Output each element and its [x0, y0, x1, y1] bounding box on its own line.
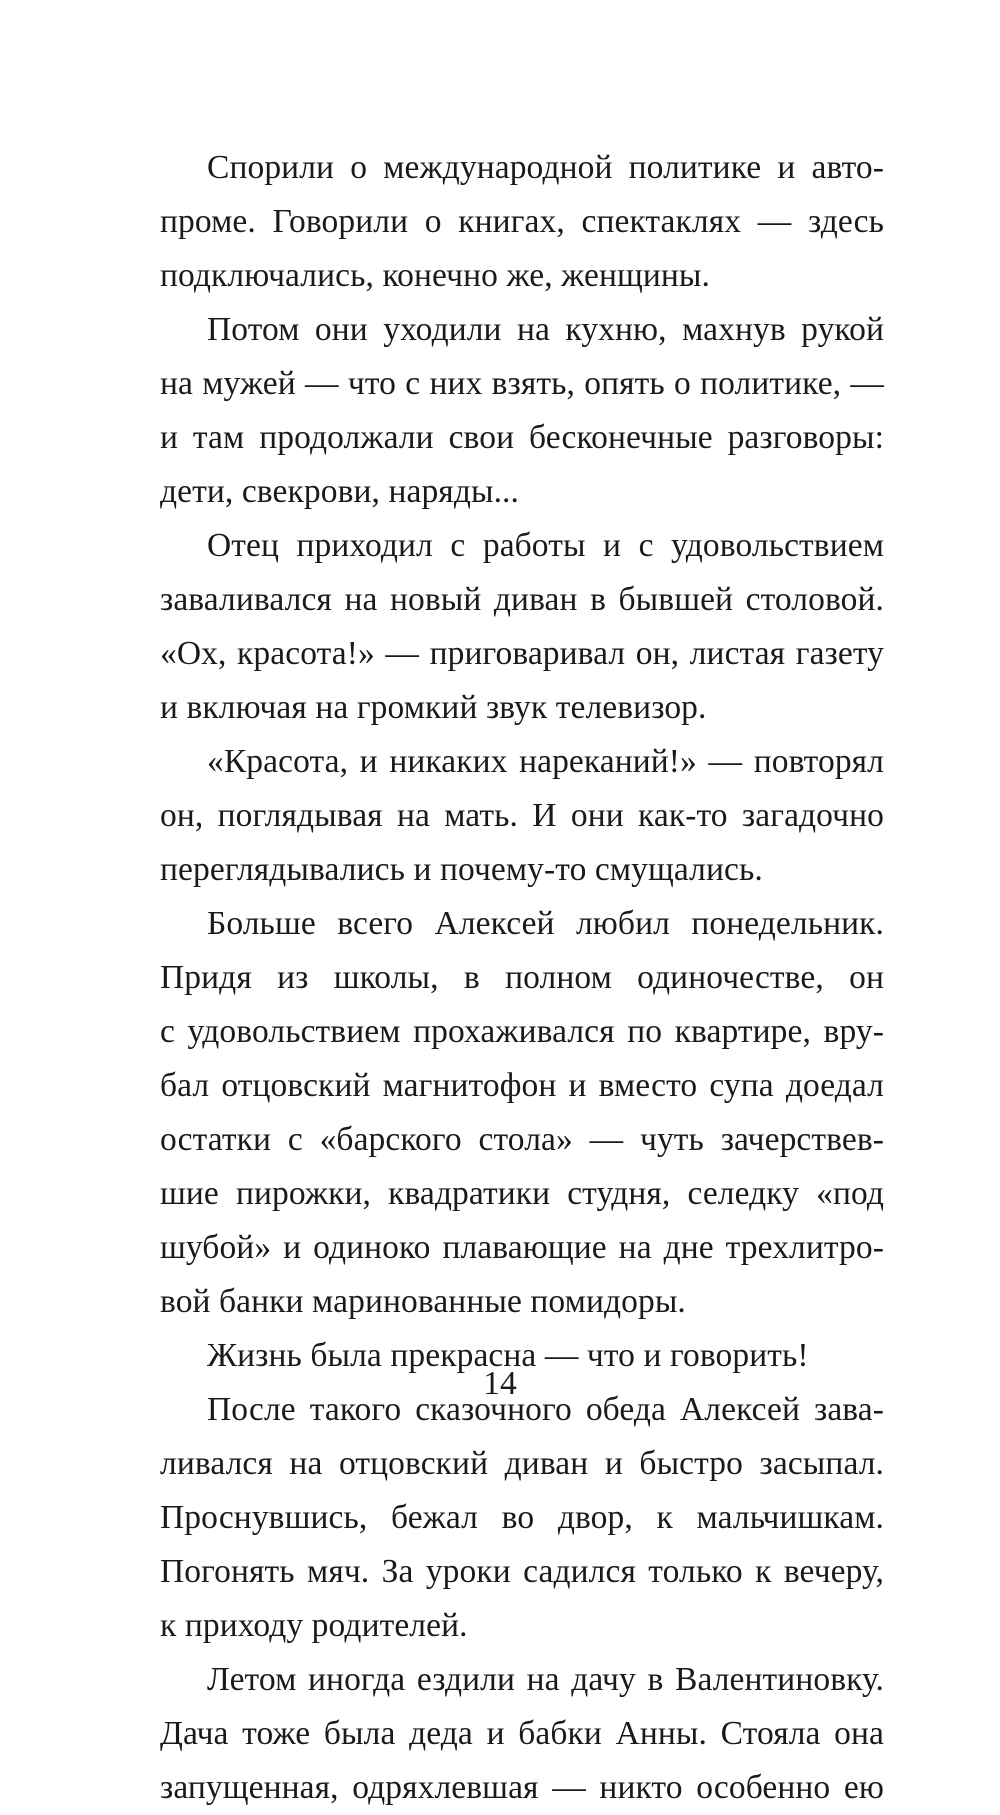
- text-line: Дача тоже была деда и бабки Анны. Стояла она: [160, 1715, 884, 1752]
- text-line: к приходу родителей.: [160, 1607, 468, 1644]
- text-line: Жизнь была прекрасна — что и говорить!: [207, 1337, 809, 1374]
- text-line: на мужей — что с них взять, опять о политике, —: [160, 365, 884, 402]
- text-line: подключались, конечно же, женщины.: [160, 257, 710, 294]
- text-line: Отец приходил с работы и с удовольствием: [207, 527, 884, 564]
- text-line: и там продолжали свои бесконечные разговоры:: [160, 419, 884, 456]
- text-line: остатки с «барского стола» — чуть зачерствев-: [160, 1121, 884, 1158]
- text-line: и включая на громкий звук телевизор.: [160, 689, 707, 726]
- text-line: ливался на отцовский диван и быстро засыпал.: [160, 1445, 884, 1482]
- text-line: переглядывались и почему-то смущались.: [160, 851, 763, 888]
- text-line: Потом они уходили на кухню, махнув рукой: [207, 311, 884, 348]
- text-line: с удовольствием прохаживался по квартире, вру-: [160, 1013, 884, 1050]
- text-line: заваливался на новый диван в бывшей столовой.: [160, 581, 884, 618]
- text-line: После такого сказочного обеда Алексей зава-: [207, 1391, 884, 1428]
- text-line: проме. Говорили о книгах, спектаклях — здесь: [160, 203, 884, 240]
- text-line: Придя из школы, в полном одиночестве, он: [160, 959, 884, 996]
- text-line: запущенная, одряхлевшая — никто особенно ею: [160, 1769, 884, 1806]
- page-number: 14: [483, 1365, 517, 1402]
- text-line: Погонять мяч. За уроки садился только к вечеру,: [160, 1553, 884, 1590]
- text-line: Больше всего Алексей любил понедельник.: [207, 905, 884, 942]
- text-line: дети, свекрови, наряды...: [160, 473, 519, 510]
- text-line: Спорили о международной политике и авто-: [207, 149, 884, 186]
- text-line: Летом иногда ездили на дачу в Валентиновку.: [207, 1661, 884, 1698]
- text-line: Проснувшись, бежал во двор, к мальчишкам.: [160, 1499, 884, 1536]
- text-line: «Красота, и никаких нареканий!» — повторял: [207, 743, 884, 780]
- text-line: шие пирожки, квадратики студня, селедку «под: [160, 1175, 884, 1212]
- text-line: шубой» и одиноко плавающие на дне трехлитро-: [160, 1229, 884, 1266]
- text-line: вой банки маринованные помидоры.: [160, 1283, 686, 1320]
- text-line: он, поглядывая на мать. И они как-то загадочно: [160, 797, 884, 834]
- text-line: бал отцовский магнитофон и вместо супа доедал: [160, 1067, 884, 1104]
- body-text: [160, 141, 884, 1815]
- text-line: «Ох, красота!» — приговаривал он, листая газету: [160, 635, 884, 672]
